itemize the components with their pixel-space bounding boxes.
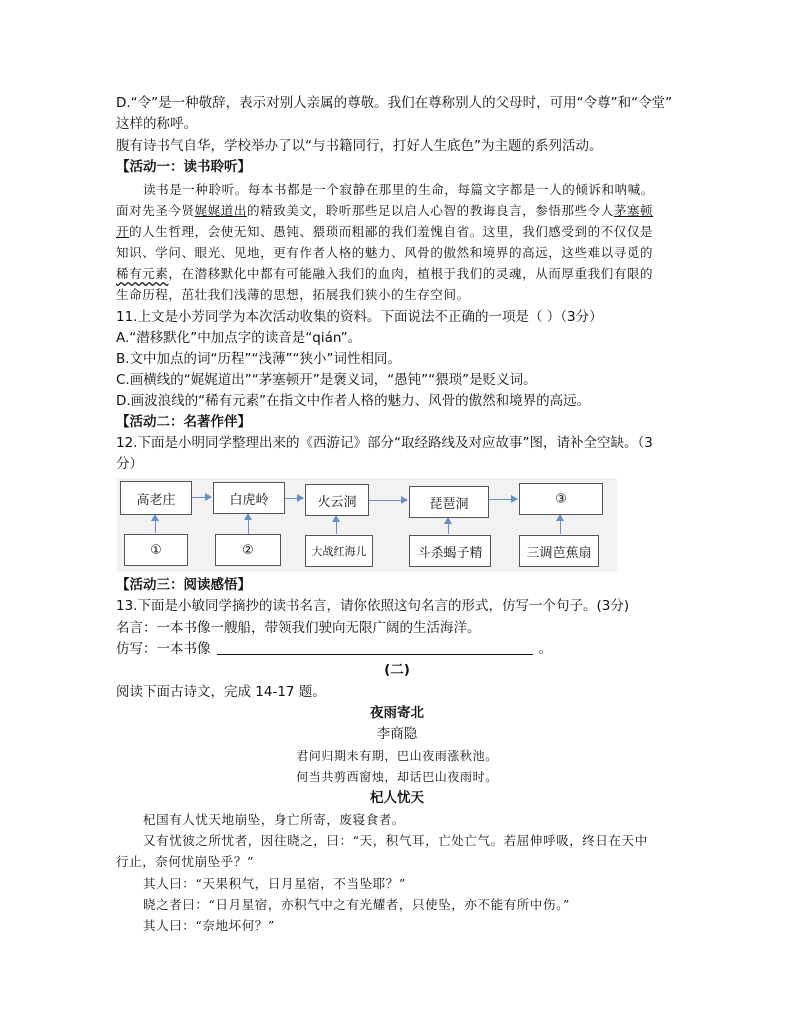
option-b: B.文中加点的词“历程”“浅薄”“狭小”词性相同。 [116, 351, 402, 367]
imitation-suffix: 。 [538, 641, 552, 657]
option-d: D.画波浪线的“稀有元素”在指文中作者人格的魅力、风骨的傲然和境界的高远。 [116, 393, 591, 409]
poem-line-1: 君问归期未有期，巴山夜雨涨秋池。 [296, 749, 498, 763]
poem-line-2: 何当共剪西窗烛，却话巴山夜雨时。 [296, 770, 498, 784]
question-12-line2: 分） [116, 456, 143, 472]
underlined-phrase: 娓娓道出 [194, 203, 248, 218]
prose-title: 杞人忧天 [370, 790, 424, 806]
passage-line-2 [116, 201, 653, 221]
story-box-3: 大战红海儿 [305, 535, 373, 567]
prose-line-3: 行止，奈何忧崩坠乎？” [116, 854, 254, 869]
route-box-3: 火云洞 [305, 484, 369, 516]
option-d-line2: 这样的称呼。 [116, 116, 197, 132]
question-12-line1: 12.下面是小明同学整理出来的《西游记》部分“取经路线及对应故事”图，请补全空缺。（3 [116, 435, 653, 451]
route-arrow [489, 499, 517, 500]
imitation-prefix: 仿写：一本书像 [116, 641, 211, 657]
wavy-underlined-phrase: 稀有元素 [116, 266, 169, 281]
route-box-1: 高老庄 [120, 481, 192, 515]
story-arrow [248, 514, 249, 534]
story-box-5: 三调芭蕉扇 [519, 535, 599, 567]
route-arrow [192, 497, 211, 498]
story-arrow [560, 515, 561, 534]
route-box-4: 琵琶洞 [409, 486, 489, 518]
passage-line-1: 读书是一种聆听。每本书都是一个寂静在那里的生命，每篇文字都是一人的倾诉和呐喊。 [143, 182, 654, 197]
passage-line-4: 知识、学问、眼光、见地，更有作者人格的魅力、风骨的傲然和境界的高远，这些难以寻觅的 [116, 245, 654, 260]
story-arrow [336, 516, 337, 534]
prose-line-6: 其人曰：“奈地坏何？” [143, 918, 275, 933]
route-arrow [369, 500, 407, 501]
poem-author: 李商隐 [376, 726, 418, 742]
route-box-blank-3: ③ [519, 483, 603, 515]
passage-text: 面对先圣今贤 [116, 203, 195, 218]
passage-text: 的人生哲理，会使无知、愚钝、猥琐而粗鄙的我们羞愧自省。这里，我们感受到的不仅仅是 [129, 224, 654, 239]
story-box-blank-2: ② [215, 534, 281, 566]
reading-instruction: 阅读下面古诗文，完成 14-17 题。 [116, 684, 326, 700]
intro-text: 腹有诗书气自华，学校举办了以“与书籍同行，打好人生底色”为主题的系列活动。 [116, 138, 603, 154]
passage-text: ，在潜移默化中都有可能融入我们的血肉，植根于我们的灵魂，从而厚重我们有限的 [168, 266, 654, 281]
journey-diagram [117, 478, 617, 572]
question-11: 11.上文是小芳同学为本次活动收集的资料。下面说法不正确的一项是（ ）（3分） [116, 309, 603, 325]
story-arrow [448, 518, 449, 534]
story-box-blank-1: ① [124, 534, 188, 566]
story-arrow [155, 515, 156, 533]
passage-text: 的精致美文，聆听那些足以启人心智的教诲良言，参悟那些令人 [247, 203, 614, 218]
imitation-line [116, 639, 552, 659]
prose-line-1: 杞国有人忧天地崩坠，身亡所寄，废寝食者。 [143, 812, 406, 827]
passage-line-6: 生命历程，茁壮我们浅薄的思想，拓展我们狭小的生存空间。 [116, 287, 470, 302]
quote-line: 名言：一本书像一艘船，带领我们驶向无限广阔的生活海洋。 [116, 620, 481, 636]
option-d-line1: D.“令”是一种敬辞，表示对别人亲属的尊敬。我们在尊称别人的父母时，可用“令尊”和“令堂” [116, 95, 673, 111]
story-box-4: 斗杀蝎子精 [409, 535, 491, 567]
question-13: 13.下面是小敏同学摘抄的读书名言，请你依照这句名言的形式，仿写一个句子。(3分) [116, 598, 630, 614]
prose-line-5: 晓之者曰：“日月星宿，亦积气中之有光耀者，只使坠，亦不能有所中伤。” [143, 897, 570, 912]
underlined-phrase: 开 [116, 224, 130, 239]
underlined-phrase: 茅塞顿 [613, 203, 654, 218]
passage-line-3 [116, 222, 653, 242]
option-c: C.画横线的“娓娓道出”“茅塞顿开”是褒义词，“愚钝”“猥琐”是贬义词。 [116, 372, 537, 388]
passage-line-5 [116, 264, 653, 284]
route-arrow [285, 498, 303, 499]
prose-line-2: 又有忧彼之所忧者，因往晓之，曰：“天，积气耳，亡处亡气。若屈伸呼吸，终日在天中 [143, 833, 648, 848]
option-a: A.“潜移默化”中加点字的读音是“qián”。 [116, 330, 362, 346]
activity-one-heading: 【活动一：读书聆听】 [116, 159, 251, 175]
activity-three-heading: 【活动三：阅读感悟】 [116, 577, 251, 593]
route-box-2: 白虎岭 [213, 482, 285, 514]
activity-two-heading: 【活动二：名著作伴】 [116, 414, 251, 430]
answer-blank[interactable] [217, 640, 533, 655]
poem-title: 夜雨寄北 [370, 705, 424, 721]
prose-line-4: 其人曰：“天果积气，日月星宿，不当坠耶？” [143, 876, 406, 891]
section-two-heading: (二) [384, 662, 410, 678]
